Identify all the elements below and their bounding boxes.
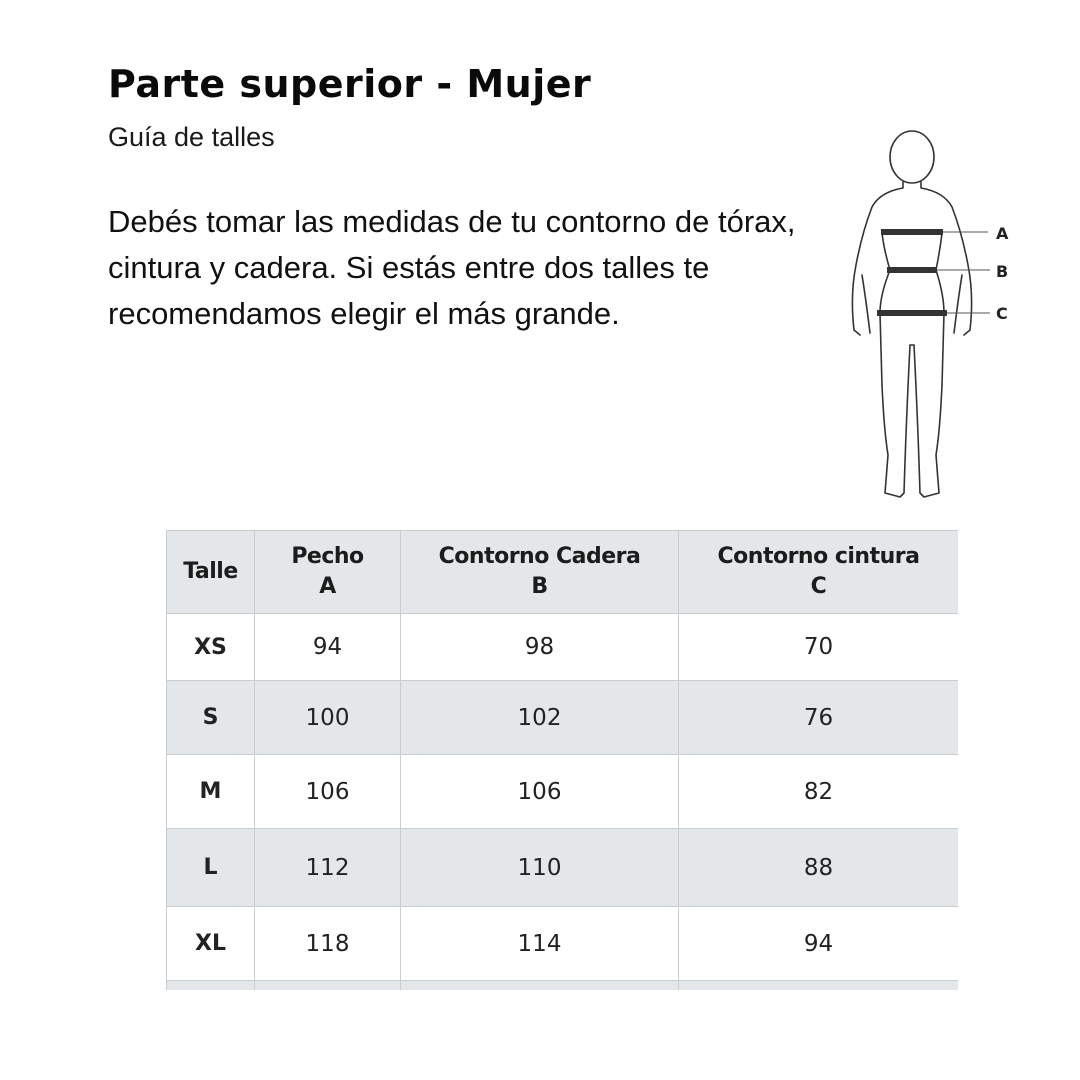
size-chart <box>166 530 958 990</box>
table-row <box>167 755 959 829</box>
cintura-cell: 82 <box>679 755 959 829</box>
page-subtitle: Guía de talles <box>108 122 275 152</box>
table-row-cut-off <box>167 981 959 991</box>
pecho-cell: 106 <box>255 755 401 829</box>
pecho-cell: 94 <box>255 614 401 681</box>
size-cell: L <box>167 829 255 907</box>
cintura-cell: 94 <box>679 907 959 981</box>
marker-b-label: B <box>996 262 1009 281</box>
cadera-cell: 110 <box>401 829 679 907</box>
header-contorno-cadera: Contorno Cadera B <box>401 531 679 614</box>
size-table <box>166 530 958 990</box>
table-row <box>167 907 959 981</box>
table-row <box>167 681 959 755</box>
table-row <box>167 614 959 681</box>
measurement-bands <box>877 232 947 313</box>
pecho-cell: 118 <box>255 907 401 981</box>
cadera-cell: 98 <box>401 614 679 681</box>
size-cell: S <box>167 681 255 755</box>
header-pecho: Pecho A <box>255 531 401 614</box>
marker-c-label: C <box>996 304 1008 323</box>
pecho-cell: 100 <box>255 681 401 755</box>
page-title: Parte superior - Mujer <box>108 62 592 106</box>
header-contorno-cintura: Contorno cintura C <box>679 531 959 614</box>
body-measurement-figure <box>840 125 1030 505</box>
cadera-cell: 114 <box>401 907 679 981</box>
size-cell: XL <box>167 907 255 981</box>
cintura-cell: 88 <box>679 829 959 907</box>
size-cell: XS <box>167 614 255 681</box>
size-cell: M <box>167 755 255 829</box>
table-row <box>167 829 959 907</box>
pecho-cell: 112 <box>255 829 401 907</box>
table-header-row <box>167 531 959 614</box>
header-talle: Talle <box>167 531 255 614</box>
measurement-instructions: Debés tomar las medidas de tu contorno de tórax, cintura y cadera. Si estás entre dos talles te recomendamos elegir el más grande. <box>108 204 796 331</box>
cadera-cell: 102 <box>401 681 679 755</box>
marker-a-label: A <box>996 224 1009 243</box>
cintura-cell: 70 <box>679 614 959 681</box>
cintura-cell: 76 <box>679 681 959 755</box>
cadera-cell: 106 <box>401 755 679 829</box>
